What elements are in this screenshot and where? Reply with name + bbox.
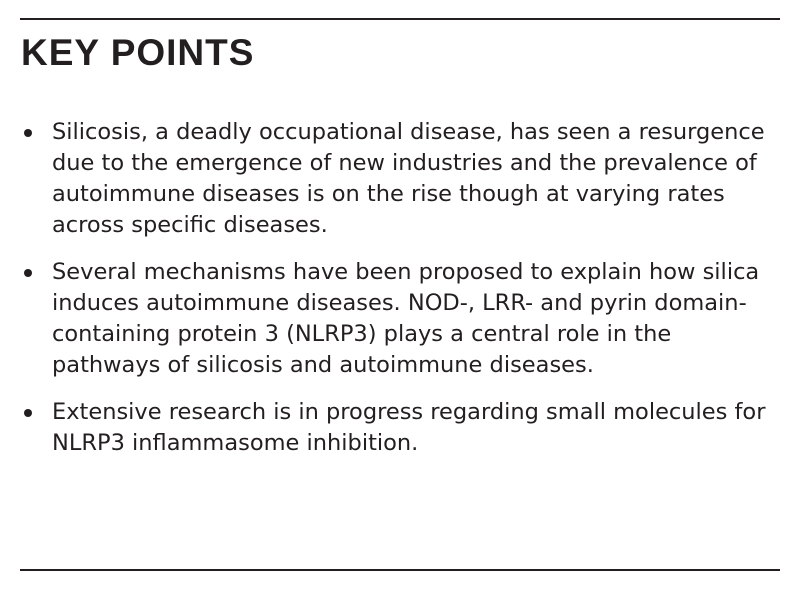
point-text: Several mechanisms have been proposed to explain how silica induces autoimmune diseases. NOD-, LRR- and pyrin domain-containing protein 3 (NLRP3) plays a central role in the pathways of silicosis and autoimmune diseases. <box>52 259 760 378</box>
list-item <box>22 117 772 241</box>
section-title: KEY POINTS <box>21 32 255 73</box>
point-text: Extensive research is in progress regarding small molecules for NLRP3 inflammasome inhibition. <box>52 399 766 456</box>
list-item <box>22 397 772 459</box>
bullet-icon <box>24 269 32 277</box>
bottom-rule <box>20 569 780 571</box>
bullet-icon <box>24 129 32 137</box>
key-points-list <box>22 117 772 475</box>
top-rule <box>20 18 780 20</box>
bullet-icon <box>24 409 32 417</box>
list-item <box>22 257 772 381</box>
point-text: Silicosis, a deadly occupational disease, has seen a resurgence due to the emergence of new industries and the prevalence of autoimmune diseases is on the rise though at varying rates across specific diseases. <box>52 119 765 238</box>
